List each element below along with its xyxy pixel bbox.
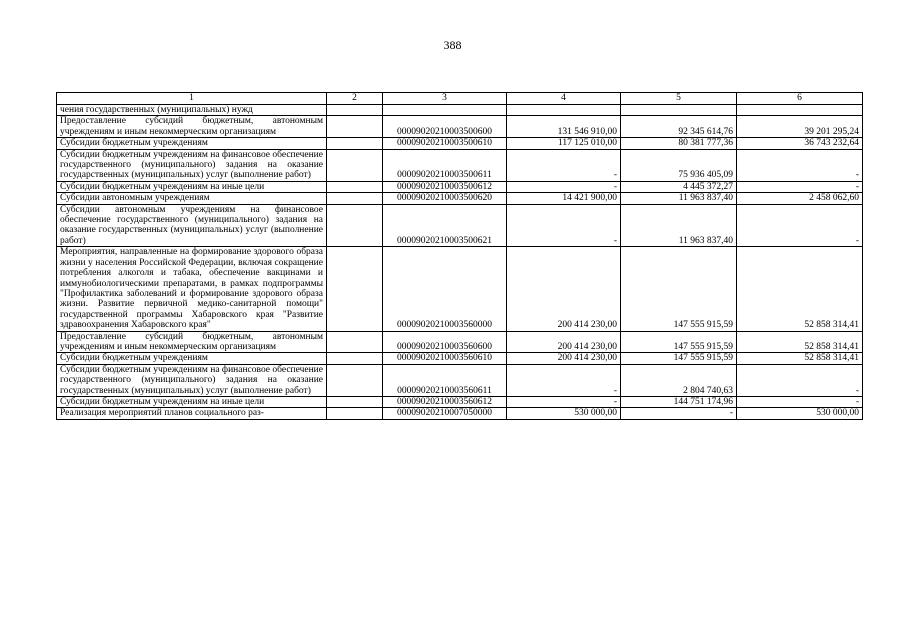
column-5-value: 2 804 740,63 [621, 364, 737, 396]
column-4-value: 530 000,00 [507, 408, 621, 419]
description-cell: Субсидии автономным учреждениям [57, 193, 327, 204]
column-5-value: 147 555 915,59 [621, 331, 737, 353]
column-header-2: 2 [327, 93, 383, 105]
column-2-cell [327, 353, 383, 364]
column-4-value: - [507, 396, 621, 407]
description-cell: Субсидии бюджетным учреждениям [57, 353, 327, 364]
column-6-value: - [737, 204, 863, 247]
table-row [57, 116, 863, 138]
table-row [57, 408, 863, 419]
description-cell: Реализация мероприятий планов социального раз- [57, 408, 327, 419]
column-5-value: 11 963 837,40 [621, 193, 737, 204]
column-5-value: 92 345 614,76 [621, 116, 737, 138]
column-6-value: - [737, 396, 863, 407]
column-4-value: 200 414 230,00 [507, 331, 621, 353]
column-4-value: - [507, 364, 621, 396]
column-2-cell [327, 204, 383, 247]
column-4-value: 14 421 900,00 [507, 193, 621, 204]
budget-code-cell: 00009020210003500610 [383, 138, 507, 149]
description-cell: Субсидии бюджетным учреждениям [57, 138, 327, 149]
column-6-value: 52 858 314,41 [737, 353, 863, 364]
table-row [57, 353, 863, 364]
budget-code-cell: 00009020210003500621 [383, 204, 507, 247]
column-4-value: 200 414 230,00 [507, 247, 621, 331]
page-number: 388 [443, 38, 462, 52]
column-4-value: 117 125 010,00 [507, 138, 621, 149]
budget-code-cell: 00009020210003560612 [383, 396, 507, 407]
table-row [57, 138, 863, 149]
budget-table [56, 92, 863, 420]
budget-code-cell: 00009020210007050000 [383, 408, 507, 419]
column-4-value: - [507, 149, 621, 181]
column-2-cell [327, 364, 383, 396]
column-2-cell [327, 138, 383, 149]
column-4-value: 131 546 910,00 [507, 116, 621, 138]
column-4-value: - [507, 204, 621, 247]
column-2-cell [327, 331, 383, 353]
description-cell: Субсидии бюджетным учреждениям на иные цели [57, 181, 327, 192]
budget-code-cell: 00009020210003500612 [383, 181, 507, 192]
column-2-cell [327, 116, 383, 138]
column-6-value: - [737, 181, 863, 192]
column-6-value [737, 105, 863, 116]
column-5-value: 11 963 837,40 [621, 204, 737, 247]
column-5-value: 147 555 915,59 [621, 353, 737, 364]
column-6-value: 52 858 314,41 [737, 247, 863, 331]
column-header-4: 4 [507, 93, 621, 105]
column-header-1: 1 [57, 93, 327, 105]
budget-code-cell [383, 105, 507, 116]
description-cell: чения государственных (муниципальных) нужд [57, 105, 327, 116]
column-6-value: 2 458 062,60 [737, 193, 863, 204]
column-4-value: 200 414 230,00 [507, 353, 621, 364]
column-6-value: 530 000,00 [737, 408, 863, 419]
column-4-value [507, 105, 621, 116]
table-row [57, 396, 863, 407]
budget-code-cell: 00009020210003500611 [383, 149, 507, 181]
column-5-value: 147 555 915,59 [621, 247, 737, 331]
header-row [57, 93, 863, 105]
column-2-cell [327, 247, 383, 331]
column-5-value: 80 381 777,36 [621, 138, 737, 149]
column-2-cell [327, 181, 383, 192]
column-2-cell [327, 105, 383, 116]
table-row [57, 181, 863, 192]
column-4-value: - [507, 181, 621, 192]
description-cell: Предоставление субсидий бюджетным, автономным учреждениям и иным некоммерческим организациям [57, 331, 327, 353]
column-6-value: 52 858 314,41 [737, 331, 863, 353]
description-cell: Мероприятия, направленные на формирование здорового образа жизни у населения Российской Федерации, включая сокращение потребления алкоголя и табака, обеспечение вакцинами и иммунобиологическими препаратами, в рамках подпрограммы "Профилактика заболеваний и формирование здорового образа жизни. Развитие первичной медико-санитарной помощи" государственной программы Хабаровского края "Развитие здравоохранения Хабаровского края" [57, 247, 327, 331]
column-6-value: 36 743 232,64 [737, 138, 863, 149]
column-header-3: 3 [383, 93, 507, 105]
column-5-value: - [621, 408, 737, 419]
description-cell: Субсидии бюджетным учреждениям на финансовое обеспечение государственного (муниципального) задания на оказание государственных (муниципальных) услуг (выполнение работ) [57, 364, 327, 396]
column-header-5: 5 [621, 93, 737, 105]
table-row [57, 105, 863, 116]
budget-code-cell: 00009020210003560600 [383, 331, 507, 353]
column-6-value: - [737, 149, 863, 181]
budget-code-cell: 00009020210003560610 [383, 353, 507, 364]
budget-code-cell: 00009020210003560611 [383, 364, 507, 396]
column-2-cell [327, 193, 383, 204]
description-cell: Субсидии бюджетным учреждениям на иные цели [57, 396, 327, 407]
table-row [57, 149, 863, 181]
column-5-value: 4 445 372,27 [621, 181, 737, 192]
column-2-cell [327, 408, 383, 419]
column-6-value: 39 201 295,24 [737, 116, 863, 138]
budget-code-cell: 00009020210003500620 [383, 193, 507, 204]
column-5-value: 144 751 174,96 [621, 396, 737, 407]
table-row [57, 193, 863, 204]
budget-code-cell: 00009020210003500600 [383, 116, 507, 138]
column-2-cell [327, 149, 383, 181]
table-row [57, 247, 863, 331]
table-row [57, 204, 863, 247]
column-2-cell [327, 396, 383, 407]
column-5-value: 75 936 405,09 [621, 149, 737, 181]
description-cell: Субсидии бюджетным учреждениям на финансовое обеспечение государственного (муниципального) задания на оказание государственных (муниципальных) услуг (выполнение работ) [57, 149, 327, 181]
budget-code-cell: 00009020210003560000 [383, 247, 507, 331]
column-5-value [621, 105, 737, 116]
column-header-6: 6 [737, 93, 863, 105]
description-cell: Предоставление субсидий бюджетным, автономным учреждениям и иным некоммерческим организациям [57, 116, 327, 138]
table-row [57, 364, 863, 396]
table-row [57, 331, 863, 353]
description-cell: Субсидии автономным учреждениям на финансовое обеспечение государственного (муниципального) задания на оказание государственных (муниципальных) услуг (выполнение работ) [57, 204, 327, 247]
column-6-value: - [737, 364, 863, 396]
